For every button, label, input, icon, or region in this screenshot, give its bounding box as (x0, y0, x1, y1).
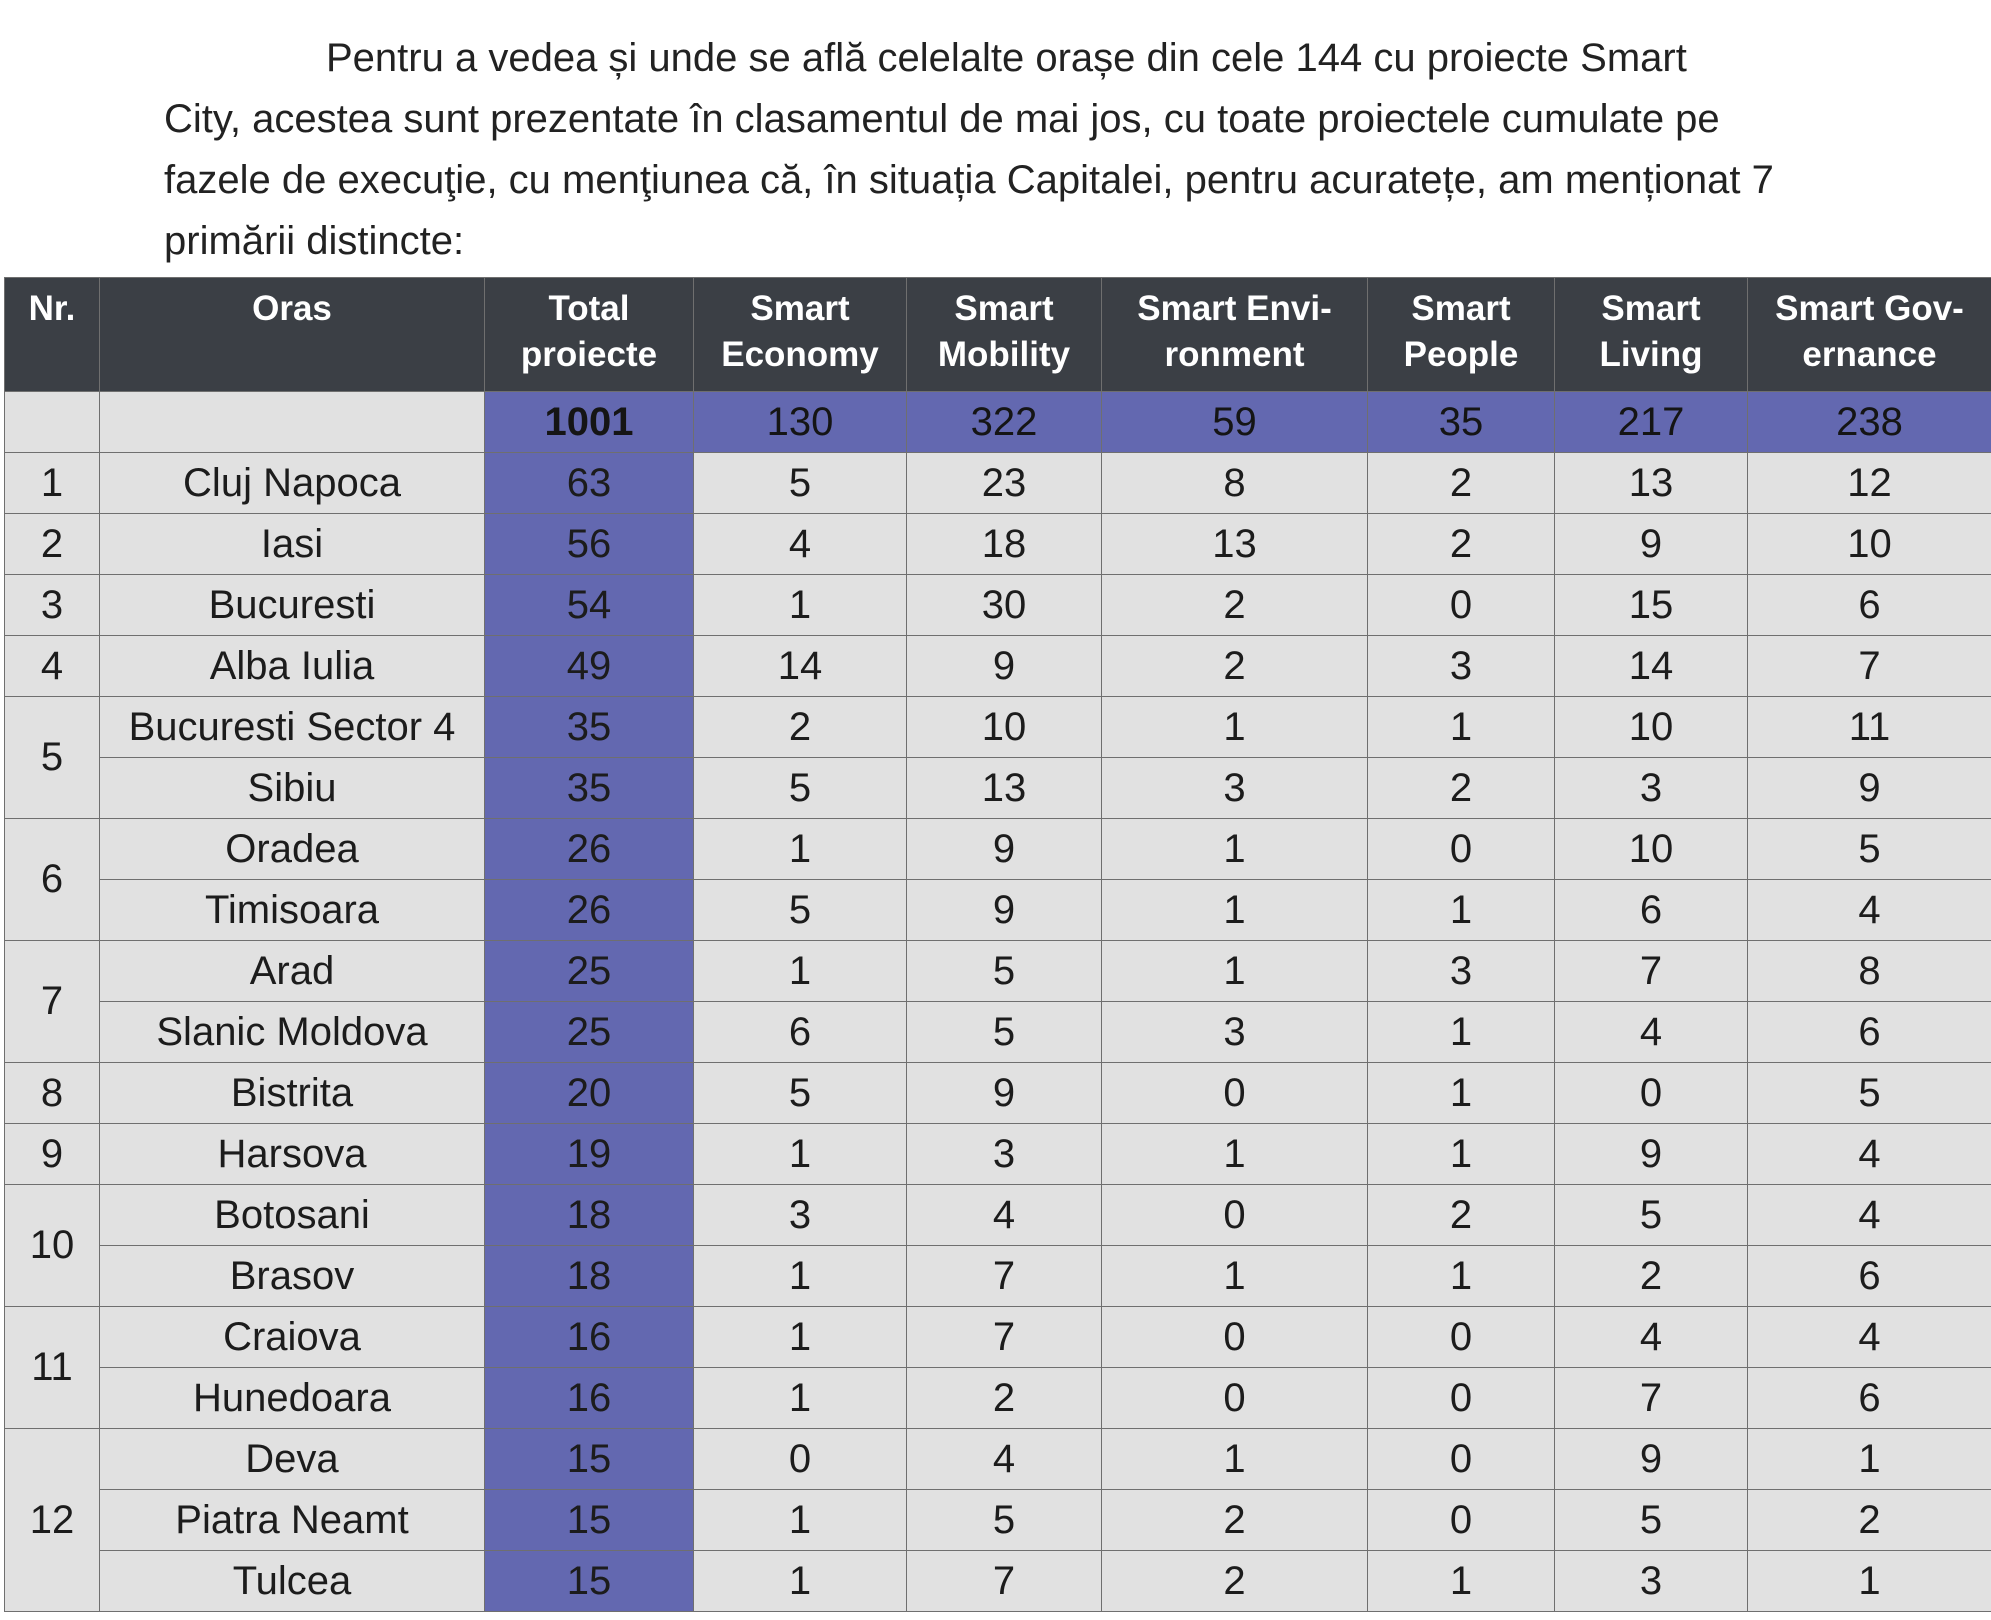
smart-economy-cell: 1 (694, 941, 907, 1002)
smart-governance-cell: 4 (1748, 1307, 1991, 1368)
city-name-cell: Iasi (100, 514, 485, 575)
smart-economy-cell: 1 (694, 1551, 907, 1612)
smart-mobility-cell: 9 (907, 819, 1102, 880)
smart-governance-cell: 1 (1748, 1429, 1991, 1490)
totals-total-proiecte: 1001 (485, 392, 694, 453)
smart-economy-cell: 5 (694, 758, 907, 819)
smart-governance-cell: 2 (1748, 1490, 1991, 1551)
total-proiecte-cell: 15 (485, 1429, 694, 1490)
total-proiecte-cell: 15 (485, 1551, 694, 1612)
city-name-cell: Brasov (100, 1246, 485, 1307)
smart-living-cell: 4 (1555, 1002, 1748, 1063)
rank-cell: 7 (5, 941, 100, 1063)
smart-governance-cell: 10 (1748, 514, 1991, 575)
total-proiecte-cell: 56 (485, 514, 694, 575)
smart-people-cell: 3 (1368, 941, 1555, 1002)
city-name-cell: Bucuresti (100, 575, 485, 636)
smart-governance-cell: 9 (1748, 758, 1991, 819)
smart-people-cell: 1 (1368, 880, 1555, 941)
intro-line-2: City, acestea sunt prezentate în clasamentul de mai jos, cu toate proiectele cumulate pe (164, 97, 1720, 141)
smart-economy-cell: 3 (694, 1185, 907, 1246)
rank-cell: 4 (5, 636, 100, 697)
table-row (5, 941, 1991, 1002)
smart-environment-cell: 8 (1102, 453, 1368, 514)
smart-environment-cell: 0 (1102, 1307, 1368, 1368)
smart-mobility-cell: 23 (907, 453, 1102, 514)
smart-mobility-cell: 2 (907, 1368, 1102, 1429)
smart-environment-cell: 2 (1102, 1490, 1368, 1551)
smart-environment-cell: 1 (1102, 819, 1368, 880)
smart-governance-cell: 8 (1748, 941, 1991, 1002)
smart-living-cell: 15 (1555, 575, 1748, 636)
header-smart-mobility: Smart Mobility (907, 278, 1102, 392)
rank-cell: 8 (5, 1063, 100, 1124)
header-smart-environment: Smart Envi- ronment (1102, 278, 1368, 392)
smart-mobility-cell: 7 (907, 1307, 1102, 1368)
city-name-cell: Bistrita (100, 1063, 485, 1124)
table-row (5, 880, 1991, 941)
smart-living-cell: 7 (1555, 1368, 1748, 1429)
city-name-cell: Slanic Moldova (100, 1002, 485, 1063)
smart-environment-cell: 13 (1102, 514, 1368, 575)
smart-environment-cell: 3 (1102, 1002, 1368, 1063)
smart-economy-cell: 5 (694, 880, 907, 941)
totals-smart-mobility: 322 (907, 392, 1102, 453)
header-row (5, 278, 1991, 392)
smart-economy-cell: 14 (694, 636, 907, 697)
smart-environment-cell: 2 (1102, 1551, 1368, 1612)
smart-economy-cell: 1 (694, 1490, 907, 1551)
rank-cell: 6 (5, 819, 100, 941)
header-total-proiecte: Total proiecte (485, 278, 694, 392)
smart-people-cell: 0 (1368, 1490, 1555, 1551)
smart-living-cell: 13 (1555, 453, 1748, 514)
total-proiecte-cell: 26 (485, 880, 694, 941)
city-name-cell: Hunedoara (100, 1368, 485, 1429)
smart-governance-cell: 4 (1748, 1185, 1991, 1246)
smart-economy-cell: 0 (694, 1429, 907, 1490)
total-proiecte-cell: 49 (485, 636, 694, 697)
table-row (5, 697, 1991, 758)
smart-living-cell: 4 (1555, 1307, 1748, 1368)
smart-mobility-cell: 5 (907, 1002, 1102, 1063)
totals-smart-people: 35 (1368, 392, 1555, 453)
smart-mobility-cell: 30 (907, 575, 1102, 636)
smart-economy-cell: 1 (694, 1246, 907, 1307)
total-proiecte-cell: 16 (485, 1307, 694, 1368)
rank-cell: 2 (5, 514, 100, 575)
city-name-cell: Arad (100, 941, 485, 1002)
smart-governance-cell: 6 (1748, 575, 1991, 636)
rank-cell: 10 (5, 1185, 100, 1307)
table-row (5, 1002, 1991, 1063)
smart-environment-cell: 1 (1102, 1246, 1368, 1307)
total-proiecte-cell: 54 (485, 575, 694, 636)
smart-environment-cell: 0 (1102, 1063, 1368, 1124)
smart-economy-cell: 5 (694, 1063, 907, 1124)
smart-economy-cell: 1 (694, 1307, 907, 1368)
smart-living-cell: 3 (1555, 758, 1748, 819)
smart-city-ranking-table (4, 277, 1991, 1612)
table-row (5, 1490, 1991, 1551)
smart-mobility-cell: 4 (907, 1185, 1102, 1246)
table-row (5, 514, 1991, 575)
smart-living-cell: 5 (1555, 1185, 1748, 1246)
table-row (5, 1551, 1991, 1612)
total-proiecte-cell: 15 (485, 1490, 694, 1551)
header-smart-living: Smart Living (1555, 278, 1748, 392)
smart-people-cell: 2 (1368, 1185, 1555, 1246)
city-name-cell: Sibiu (100, 758, 485, 819)
smart-people-cell: 0 (1368, 1429, 1555, 1490)
smart-mobility-cell: 5 (907, 941, 1102, 1002)
rank-cell: 3 (5, 575, 100, 636)
smart-living-cell: 5 (1555, 1490, 1748, 1551)
smart-economy-cell: 1 (694, 819, 907, 880)
smart-living-cell: 10 (1555, 697, 1748, 758)
rank-cell: 1 (5, 453, 100, 514)
header-smart-governance: Smart Gov- ernance (1748, 278, 1991, 392)
intro-line-1: Pentru a vedea și unde se află celelalte orașe din cele 144 cu proiecte Smart (326, 36, 1687, 80)
city-name-cell: Deva (100, 1429, 485, 1490)
table-row (5, 575, 1991, 636)
smart-people-cell: 0 (1368, 1368, 1555, 1429)
city-name-cell: Piatra Neamt (100, 1490, 485, 1551)
total-proiecte-cell: 26 (485, 819, 694, 880)
city-name-cell: Timisoara (100, 880, 485, 941)
smart-environment-cell: 2 (1102, 636, 1368, 697)
smart-environment-cell: 0 (1102, 1185, 1368, 1246)
smart-governance-cell: 7 (1748, 636, 1991, 697)
total-proiecte-cell: 25 (485, 941, 694, 1002)
smart-governance-cell: 6 (1748, 1002, 1991, 1063)
city-name-cell: Harsova (100, 1124, 485, 1185)
smart-environment-cell: 0 (1102, 1368, 1368, 1429)
smart-environment-cell: 1 (1102, 1124, 1368, 1185)
table-row (5, 1307, 1991, 1368)
rank-cell: 9 (5, 1124, 100, 1185)
smart-people-cell: 0 (1368, 575, 1555, 636)
smart-mobility-cell: 9 (907, 880, 1102, 941)
rank-cell: 11 (5, 1307, 100, 1429)
smart-people-cell: 3 (1368, 636, 1555, 697)
smart-people-cell: 1 (1368, 1124, 1555, 1185)
smart-living-cell: 0 (1555, 1063, 1748, 1124)
smart-governance-cell: 1 (1748, 1551, 1991, 1612)
rank-cell: 12 (5, 1429, 100, 1612)
smart-people-cell: 2 (1368, 514, 1555, 575)
city-name-cell: Bucuresti Sector 4 (100, 697, 485, 758)
smart-environment-cell: 1 (1102, 697, 1368, 758)
smart-environment-cell: 1 (1102, 941, 1368, 1002)
total-proiecte-cell: 20 (485, 1063, 694, 1124)
smart-mobility-cell: 10 (907, 697, 1102, 758)
header-oras: Oras (100, 278, 485, 392)
smart-governance-cell: 4 (1748, 880, 1991, 941)
totals-row (5, 392, 1991, 453)
smart-mobility-cell: 13 (907, 758, 1102, 819)
smart-mobility-cell: 18 (907, 514, 1102, 575)
city-name-cell: Botosani (100, 1185, 485, 1246)
smart-governance-cell: 6 (1748, 1368, 1991, 1429)
city-name-cell: Tulcea (100, 1551, 485, 1612)
total-proiecte-cell: 35 (485, 758, 694, 819)
total-proiecte-cell: 18 (485, 1246, 694, 1307)
totals-oras-cell (100, 392, 485, 453)
smart-living-cell: 9 (1555, 514, 1748, 575)
smart-economy-cell: 1 (694, 1368, 907, 1429)
city-name-cell: Craiova (100, 1307, 485, 1368)
smart-mobility-cell: 7 (907, 1246, 1102, 1307)
header-smart-people: Smart People (1368, 278, 1555, 392)
smart-economy-cell: 5 (694, 453, 907, 514)
table-row (5, 758, 1991, 819)
total-proiecte-cell: 18 (485, 1185, 694, 1246)
totals-nr-cell (5, 392, 100, 453)
intro-paragraph (164, 28, 1884, 272)
smart-mobility-cell: 4 (907, 1429, 1102, 1490)
smart-people-cell: 0 (1368, 1307, 1555, 1368)
total-proiecte-cell: 19 (485, 1124, 694, 1185)
smart-people-cell: 0 (1368, 819, 1555, 880)
smart-economy-cell: 6 (694, 1002, 907, 1063)
smart-mobility-cell: 7 (907, 1551, 1102, 1612)
smart-mobility-cell: 9 (907, 636, 1102, 697)
smart-economy-cell: 1 (694, 575, 907, 636)
smart-living-cell: 3 (1555, 1551, 1748, 1612)
smart-governance-cell: 6 (1748, 1246, 1991, 1307)
smart-environment-cell: 1 (1102, 880, 1368, 941)
totals-smart-governance: 238 (1748, 392, 1991, 453)
smart-people-cell: 2 (1368, 758, 1555, 819)
totals-smart-living: 217 (1555, 392, 1748, 453)
header-smart-economy: Smart Economy (694, 278, 907, 392)
totals-smart-environment: 59 (1102, 392, 1368, 453)
smart-governance-cell: 4 (1748, 1124, 1991, 1185)
smart-governance-cell: 5 (1748, 1063, 1991, 1124)
total-proiecte-cell: 63 (485, 453, 694, 514)
total-proiecte-cell: 35 (485, 697, 694, 758)
table-row (5, 819, 1991, 880)
smart-economy-cell: 1 (694, 1124, 907, 1185)
totals-smart-economy: 130 (694, 392, 907, 453)
smart-economy-cell: 2 (694, 697, 907, 758)
smart-living-cell: 10 (1555, 819, 1748, 880)
header-nr: Nr. (5, 278, 100, 392)
smart-living-cell: 7 (1555, 941, 1748, 1002)
intro-line-4: primării distincte: (164, 219, 465, 263)
smart-governance-cell: 11 (1748, 697, 1991, 758)
smart-environment-cell: 3 (1102, 758, 1368, 819)
smart-governance-cell: 12 (1748, 453, 1991, 514)
smart-mobility-cell: 9 (907, 1063, 1102, 1124)
smart-people-cell: 2 (1368, 453, 1555, 514)
city-name-cell: Cluj Napoca (100, 453, 485, 514)
smart-living-cell: 9 (1555, 1124, 1748, 1185)
table-row (5, 1246, 1991, 1307)
smart-economy-cell: 4 (694, 514, 907, 575)
smart-environment-cell: 2 (1102, 575, 1368, 636)
smart-people-cell: 1 (1368, 697, 1555, 758)
city-name-cell: Alba Iulia (100, 636, 485, 697)
smart-people-cell: 1 (1368, 1063, 1555, 1124)
total-proiecte-cell: 16 (485, 1368, 694, 1429)
city-name-cell: Oradea (100, 819, 485, 880)
smart-people-cell: 1 (1368, 1551, 1555, 1612)
table-row (5, 1429, 1991, 1490)
table-row (5, 1185, 1991, 1246)
smart-environment-cell: 1 (1102, 1429, 1368, 1490)
table-row (5, 1368, 1991, 1429)
table-row (5, 453, 1991, 514)
table-row (5, 1063, 1991, 1124)
smart-living-cell: 14 (1555, 636, 1748, 697)
smart-living-cell: 2 (1555, 1246, 1748, 1307)
table-row (5, 1124, 1991, 1185)
intro-line-3: fazele de execuţie, cu menţiunea că, în situația Capitalei, pentru acuratețe, am menționat 7 (164, 158, 1774, 202)
smart-mobility-cell: 5 (907, 1490, 1102, 1551)
smart-mobility-cell: 3 (907, 1124, 1102, 1185)
smart-governance-cell: 5 (1748, 819, 1991, 880)
table-row (5, 636, 1991, 697)
smart-living-cell: 6 (1555, 880, 1748, 941)
smart-living-cell: 9 (1555, 1429, 1748, 1490)
total-proiecte-cell: 25 (485, 1002, 694, 1063)
rank-cell: 5 (5, 697, 100, 819)
smart-people-cell: 1 (1368, 1246, 1555, 1307)
smart-people-cell: 1 (1368, 1002, 1555, 1063)
